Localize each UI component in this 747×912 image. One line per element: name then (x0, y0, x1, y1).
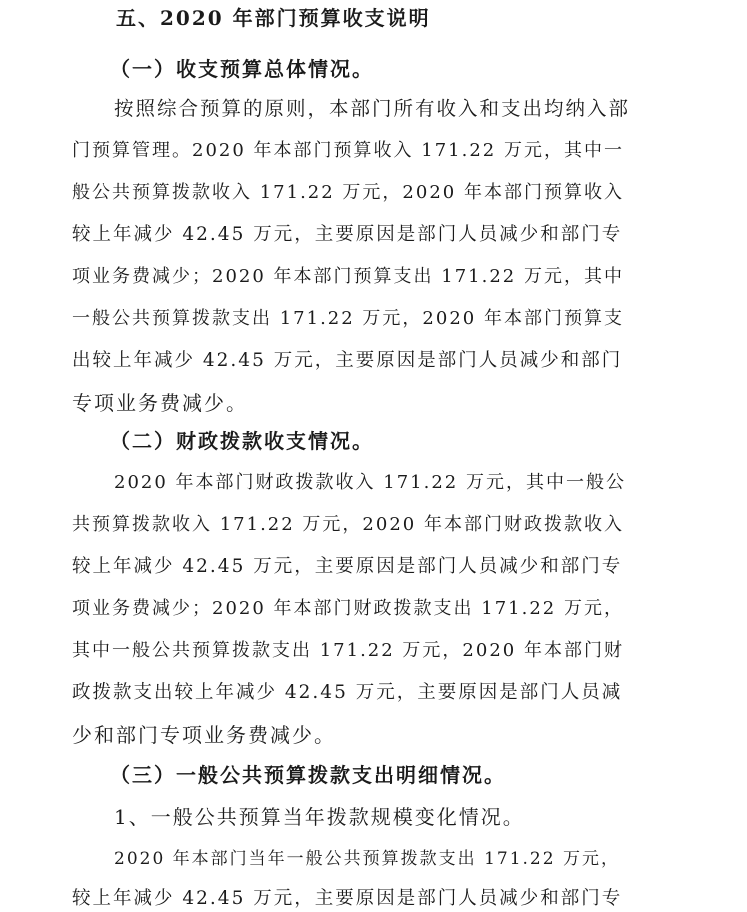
paragraph-line: 少和部门专项业务费减少。 (72, 723, 336, 747)
paragraph-line: 一般公共预算拨款支出 171.22 万元，2020 年本部门预算支 (72, 308, 624, 329)
subsection-3-heading: （三）一般公共预算拨款支出明细情况。 (110, 763, 506, 787)
paragraph-line: 2020 年本部门当年一般公共预算拨款支出 171.22 万元， (114, 849, 620, 869)
paragraph-line: 2020 年本部门财政拨款收入 171.22 万元，其中一般公 (114, 472, 626, 493)
paragraph-line: 其中一般公共预算拨款支出 171.22 万元，2020 年本部门财 (72, 640, 624, 661)
subsection-1-heading: （一）收支预算总体情况。 (110, 57, 374, 81)
section-title: 五、2020 年部门预算收支说明 (116, 6, 431, 30)
paragraph-line: 共预算拨款收入 171.22 万元，2020 年本部门财政拨款收入 (72, 514, 624, 535)
paragraph-line: 项业务费减少；2020 年本部门预算支出 171.22 万元，其中 (72, 266, 624, 287)
paragraph-line: 专项业务费减少。 (72, 391, 248, 415)
paragraph-line: 般公共预算拨款收入 171.22 万元，2020 年本部门预算收入 (72, 182, 624, 203)
paragraph-line: 出较上年减少 42.45 万元，主要原因是部门人员减少和部门 (72, 350, 623, 371)
paragraph-line: 较上年减少 42.45 万元，主要原因是部门人员减少和部门专 (72, 556, 623, 577)
paragraph-line: 政拨款支出较上年减少 42.45 万元，主要原因是部门人员减 (72, 682, 623, 703)
paragraph-line: 较上年减少 42.45 万元，主要原因是部门人员减少和部门专 (72, 888, 623, 909)
sub-item-heading: 1、一般公共预算当年拨款规模变化情况。 (114, 805, 525, 829)
paragraph-line: 按照综合预算的原则，本部门所有收入和支出均纳入部 (114, 97, 631, 120)
paragraph-line: 门预算管理。2020 年本部门预算收入 171.22 万元，其中一 (72, 140, 624, 161)
paragraph-line: 较上年减少 42.45 万元，主要原因是部门人员减少和部门专 (72, 224, 623, 245)
paragraph-line: 项业务费减少；2020 年本部门财政拨款支出 171.22 万元， (72, 598, 624, 619)
subsection-2-heading: （二）财政拨款收支情况。 (110, 429, 374, 453)
